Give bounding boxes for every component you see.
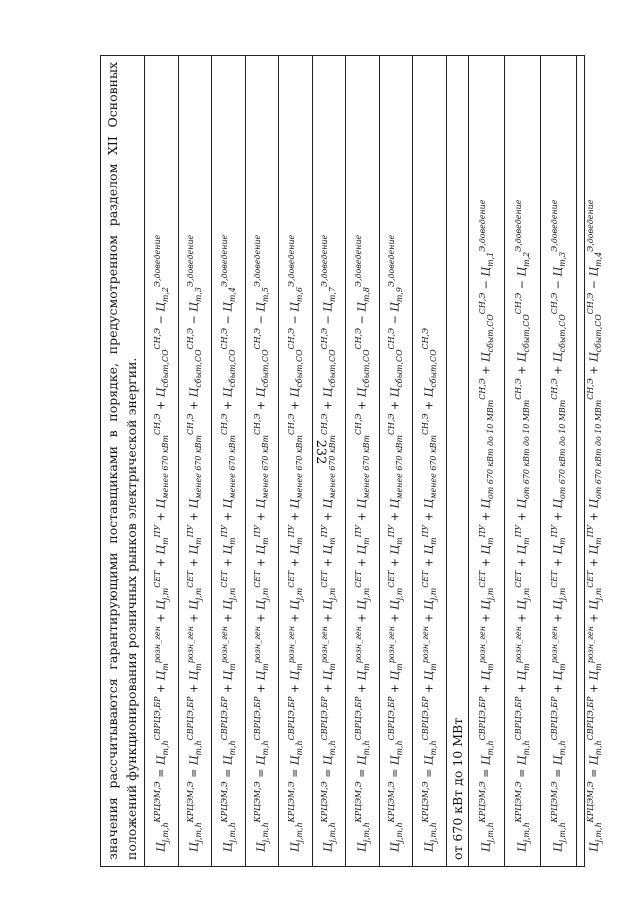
formula-row [380,56,414,866]
formula-row [505,56,541,866]
formula-row [541,56,577,866]
formula: $Ц_{j,m,h}^{КРЦЭМ,Э} = Ц_{m,h}^{СВРЦЭ,БР} + Ц_m^{розн\_ген} + Ц_{j,m}^{СЕТ} + Ц_m^{ПУ} + Ц_{менее 670 кВт}^{СН,Э} + Ц_{сбыт,СО}^{СН,Э} - Ц_{m,9}^{Э,доведение}$ [387,234,405,852]
formula: $Ц_{j,m,h}^{КРЦЭМ,Э} = Ц_{m,h}^{СВРЦЭ,БР} + Ц_m^{розн\_ген} + Ц_{j,m}^{СЕТ} + Ц_m^{ПУ} + Ц_{менее 670 кВт}^{СН,Э} + Ц_{сбыт,СО}^{СН,Э} - Ц_{m,3}^{Э,доведение}$ [186,234,204,852]
formula: $Ц_{j,m,h}^{КРЦЭМ,Э} = Ц_{m,h}^{СВРЦЭ,БР} + Ц_m^{розн\_ген} + Ц_{j,m}^{СЕТ} + Ц_m^{ПУ} + Ц_{менее 670 кВт}^{СН,Э} + Ц_{сбыт,СО}^{СН,Э}$ [420,327,438,852]
formula: $Ц_{j,m,h}^{КРЦЭМ,Э} = Ц_{m,h}^{СВРЦЭ,БР} + Ц_m^{розн\_ген} + Ц_{j,m}^{СЕТ} + Ц_m^{ПУ} + Ц_{от 670 кВт до 10 МВт}^{СН,Э} + Ц_{сбыт,СО}^{СН,Э} - Ц_{m,3}^{Э,доведение}$ [549,199,567,852]
formula: $Ц_{j,m,h}^{КРЦЭМ,Э} = Ц_{m,h}^{СВРЦЭ,БР} + Ц_m^{розн\_ген} + Ц_{j,m}^{СЕТ} + Ц_m^{ПУ} + Ц_{менее 670 кВт}^{СН,Э} + Ц_{сбыт,СО}^{СН,Э} - Ц_{m,7}^{Э,доведение}$ [320,234,338,852]
formula-row [577,56,613,866]
formula-row [469,56,505,866]
formula: $Ц_{j,m,h}^{КРЦЭМ,Э} = Ц_{m,h}^{СВРЦЭ,БР} + Ц_m^{розн\_ген} + Ц_{j,m}^{СЕТ} + Ц_m^{ПУ} + Ц_{от 670 кВт до 10 МВт}^{СН,Э} + Ц_{сбыт,СО}^{СН,Э} - Ц_{m,2}^{Э,доведение}$ [513,199,531,852]
formula: $Ц_{j,m,h}^{КРЦЭМ,Э} = Ц_{m,h}^{СВРЦЭ,БР} + Ц_m^{розн\_ген} + Ц_{j,m}^{СЕТ} + Ц_m^{ПУ} + Ц_{менее 670 кВт}^{СН,Э} + Ц_{сбыт,СО}^{СН,Э} - Ц_{m,2}^{Э,доведение}$ [152,234,170,852]
formula: $Ц_{j,m,h}^{КРЦЭМ,Э} = Ц_{m,h}^{СВРЦЭ,БР} + Ц_m^{розн\_ген} + Ц_{j,m}^{СЕТ} + Ц_m^{ПУ} + Ц_{менее 670 кВт}^{СН,Э} + Ц_{сбыт,СО}^{СН,Э} - Ц_{m,8}^{Э,доведение}$ [353,234,371,852]
formula-table [100,55,603,867]
formula-row [179,56,213,866]
formula-row [346,56,380,866]
section-heading: от 670 кВт до 10 МВт [447,56,469,866]
formula-row [246,56,280,866]
formula-row [413,56,447,866]
intro-paragraph: значения рассчитываются гарантирующими поставщиками в порядке, предусмотренном разделом XII Основных положений функционирования розничных рынков электрической энергии. [101,56,145,866]
formula: $Ц_{j,m,h}^{КРЦЭМ,Э} = Ц_{m,h}^{СВРЦЭ,БР} + Ц_m^{розн\_ген} + Ц_{j,m}^{СЕТ} + Ц_m^{ПУ} + Ц_{менее 670 кВт}^{СН,Э} + Ц_{сбыт,СО}^{СН,Э} - Ц_{m,5}^{Э,доведение}$ [253,234,271,852]
formula-row [279,56,313,866]
formula-row [145,56,179,866]
page-number: 232 [313,439,328,465]
formula: $Ц_{j,m,h}^{КРЦЭМ,Э} = Ц_{m,h}^{СВРЦЭ,БР} + Ц_m^{розн\_ген} + Ц_{j,m}^{СЕТ} + Ц_m^{ПУ} + Ц_{менее 670 кВт}^{СН,Э} + Ц_{сбыт,СО}^{СН,Э} - Ц_{m,4}^{Э,доведение}$ [219,234,237,852]
formula: $Ц_{j,m,h}^{КРЦЭМ,Э} = Ц_{m,h}^{СВРЦЭ,БР} + Ц_m^{розн\_ген} + Ц_{j,m}^{СЕТ} + Ц_m^{ПУ} + Ц_{менее 670 кВт}^{СН,Э} + Ц_{сбыт,СО}^{СН,Э} - Ц_{m,6}^{Э,доведение}$ [286,234,304,852]
formula-row [313,56,347,866]
formula: $Ц_{j,m,h}^{КРЦЭМ,Э} = Ц_{m,h}^{СВРЦЭ,БР} + Ц_m^{розн\_ген} + Ц_{j,m}^{СЕТ} + Ц_m^{ПУ} + Ц_{от 670 кВт до 10 МВт}^{СН,Э} + Ц_{сбыт,СО}^{СН,Э} - Ц_{m,1}^{Э,доведение}$ [477,199,495,852]
formula: $Ц_{j,m,h}^{КРЦЭМ,Э} = Ц_{m,h}^{СВРЦЭ,БР} + Ц_m^{розн\_ген} + Ц_{j,m}^{СЕТ} + Ц_m^{ПУ} + Ц_{от 670 кВт до 10 МВт}^{СН,Э} + Ц_{сбыт,СО}^{СН,Э} - Ц_{m,4}^{Э,доведение}$ [586,199,603,852]
rotated-content [101,56,603,866]
formula-row [212,56,246,866]
